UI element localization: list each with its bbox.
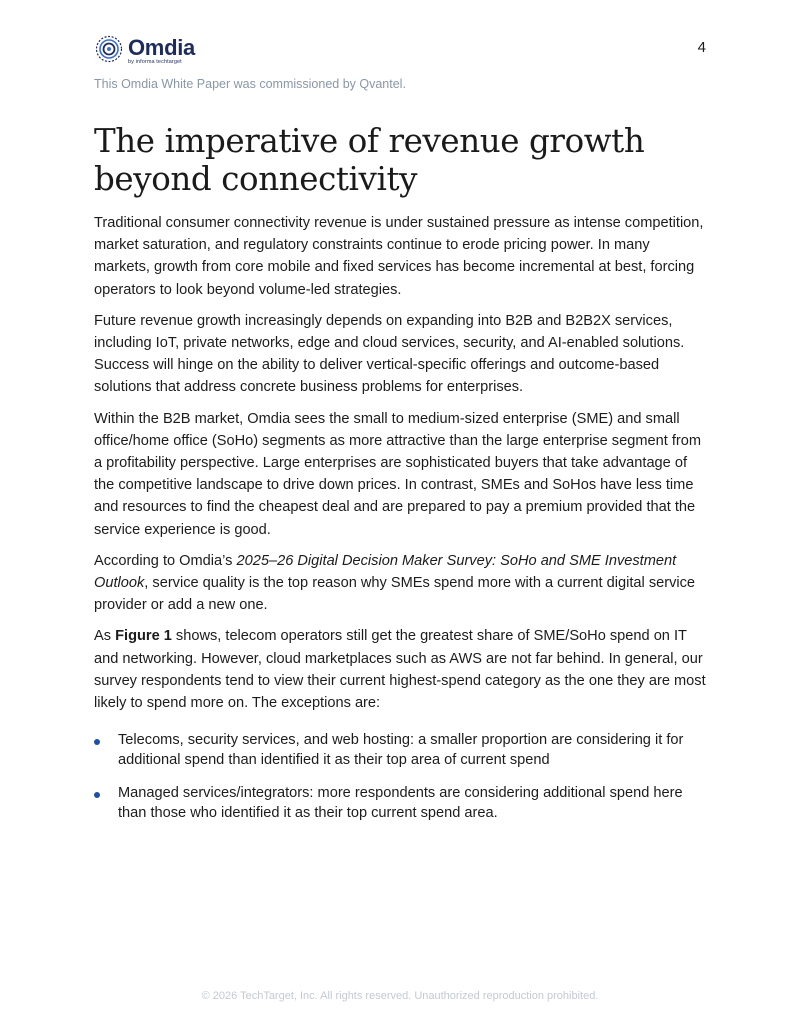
survey-title: 2025–26 Digital Decision Maker Survey: SoHo and SME Investment Outlook — [94, 552, 677, 592]
omdia-logo — [94, 34, 195, 68]
exceptions-list — [94, 731, 706, 823]
list-item — [94, 784, 706, 823]
list-item — [94, 731, 706, 770]
paragraph-3: Within the B2B market, Omdia sees the small to medium-sized enterprise (SME) and small office/home office (SoHo) segments as more attractive than the large enterprise segment from a profitability perspective. Large enterprises are sophisticated buyers that take advantage of the competitive landscape to drive down prices. In contrast, SMEs and SoHos have less time and resources to find the cheapest deal and are prepared to pay a premium provided that the service experience is good. — [94, 410, 702, 538]
copyright-footer: © 2026 TechTarget, Inc. All rights reserved. Unauthorized reproduction prohibited. — [201, 990, 599, 1002]
figure-reference: Figure 1 — [115, 628, 172, 645]
page-title: The imperative of revenue growth beyond connectivity — [94, 122, 645, 198]
page-number: 4 — [697, 39, 706, 56]
paragraph-4-prefix: According to Omdia’s — [94, 552, 237, 569]
logo-tagline: by informa techtarget — [128, 59, 182, 65]
commission-note: This Omdia White Paper was commissioned by Qvantel. — [94, 77, 406, 91]
bullet-icon — [94, 739, 100, 745]
omdia-logo-icon — [94, 34, 124, 64]
list-item-text: Managed services/integrators: more respondents are considering additional spend here than those who identified it as their top current spend area. — [118, 785, 683, 821]
paragraph-4 — [94, 550, 706, 617]
body-text — [94, 212, 706, 837]
list-item-text: Telecoms, security services, and web hosting: a smaller proportion are considering it for additional spend than identified it as their top area of current spend — [118, 732, 684, 768]
paragraph-5-prefix: As — [94, 628, 116, 645]
paragraph-5-suffix: shows, telecom operators still get the greatest share of SME/SoHo spend on IT and networking. However, cloud marketplaces such as AWS are not far behind. In general, our survey respondents tend to view their current highest-spend category as the one they are most likely to spend more on. The exceptions are: — [94, 628, 706, 712]
paragraph-1: Traditional consumer connectivity revenue is under sustained pressure as intense competition, market saturation, and regulatory constraints continue to erode pricing power. In many markets, growth from core mobile and fixed services has become incremental at best, forcing operators to look beyond volume-led strategies. — [94, 215, 704, 298]
paragraph-2: Future revenue growth increasingly depends on expanding into B2B and B2B2X services, including IoT, private networks, edge and cloud services, security, and AI-enabled solutions. Success will hinge on the ability to deliver vertical-specific offerings and outcome-based solutions that address concrete business problems for enterprises. — [94, 312, 685, 396]
paragraph-4-suffix: , service quality is the top reason why SMEs spend more with a current digital service provider or add a new one. — [94, 575, 696, 614]
paragraph-5 — [94, 625, 706, 714]
bullet-icon — [94, 792, 100, 798]
logo-wordmark: Omdia — [128, 35, 195, 60]
